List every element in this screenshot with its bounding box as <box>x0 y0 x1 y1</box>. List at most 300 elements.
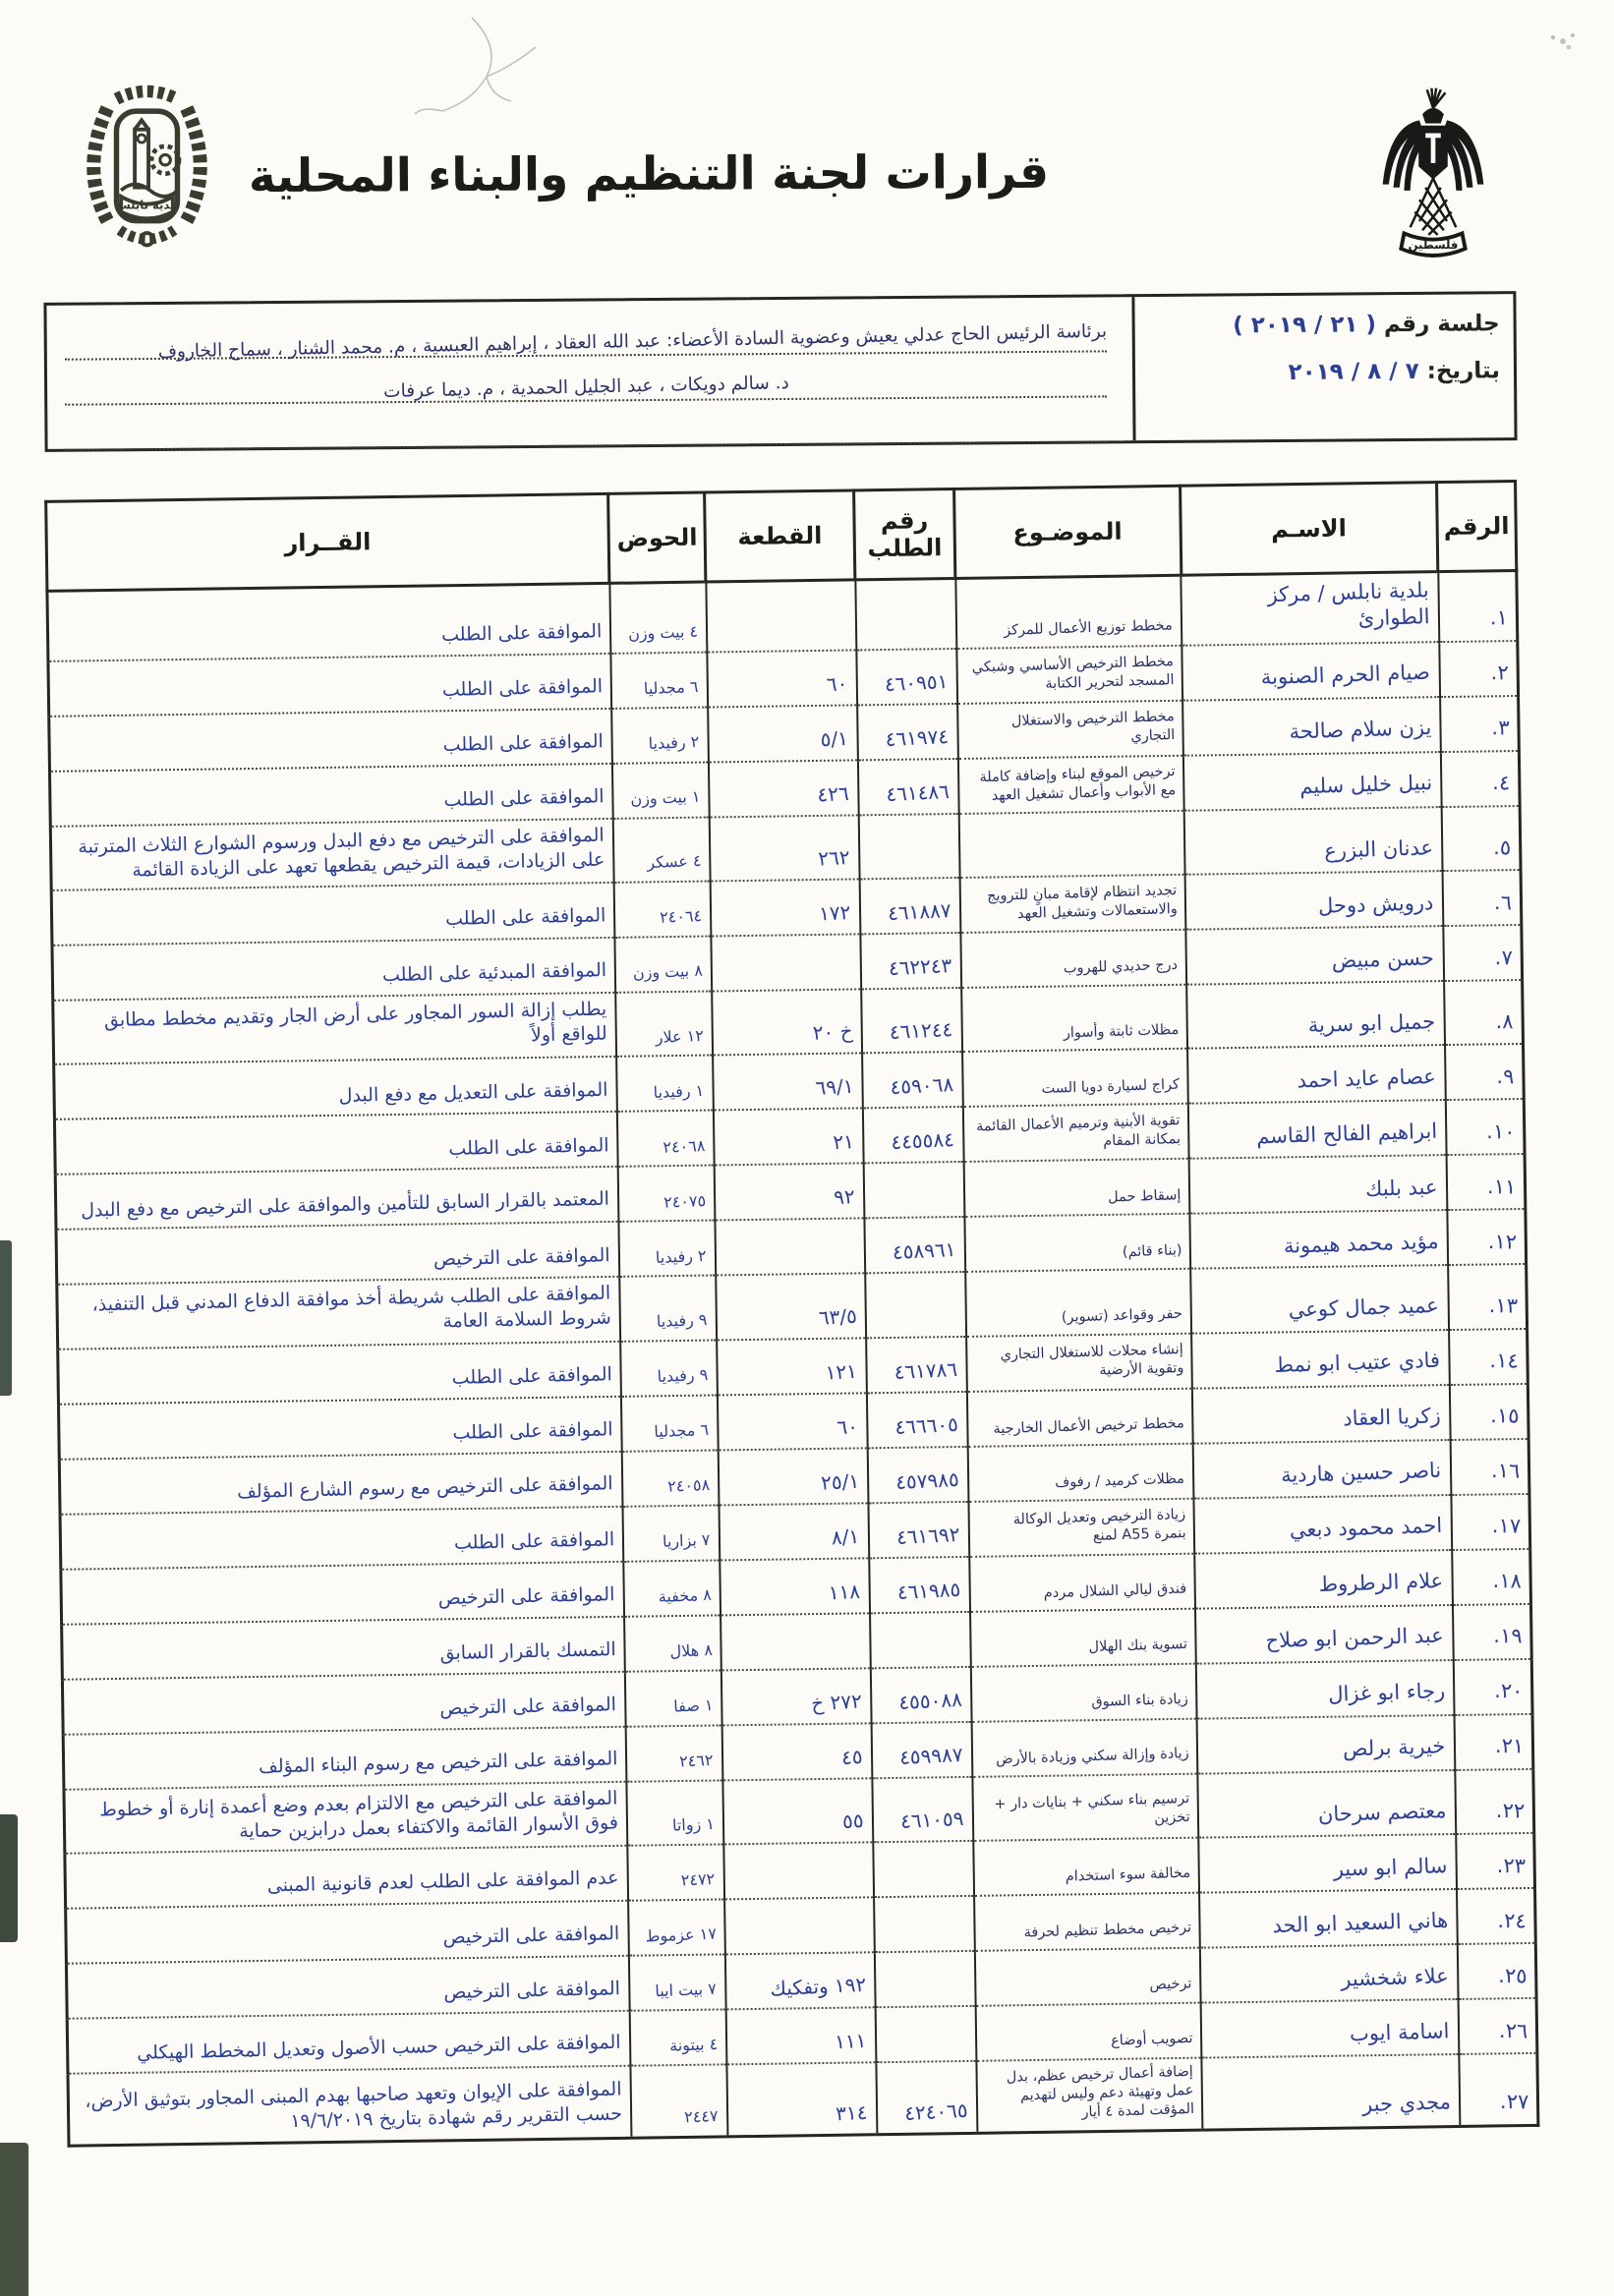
handwritten-request_no: ٤٥٧٩٨٥ <box>894 1466 960 1494</box>
cell-name <box>1194 1550 1452 1609</box>
cell-basin <box>621 1395 719 1451</box>
cell-name <box>1195 1605 1453 1664</box>
handwritten-request_no: ٤٥٥٠٨٨ <box>897 1687 963 1714</box>
handwritten-decision: الموافقة على الترخيص مع رسوم البناء المؤلف <box>258 1748 618 1778</box>
cell-request_no <box>858 759 959 815</box>
handwritten-decision: الموافقة على الترخيص مع الالتزام بعدم وضع أعمدة إنارة أو خطوط فوق الأسوار القائمة والاكتفاء بعمل درابزين حماية <box>99 1787 619 1842</box>
handwritten-no: ١٨. <box>1492 1569 1522 1593</box>
handwritten-request_no: ٤٦٦٦٠٥ <box>893 1411 959 1439</box>
cell-basin <box>610 652 708 708</box>
cell-plot <box>710 815 860 881</box>
handwritten-name: زكريا العقاد <box>1343 1404 1442 1431</box>
handwritten-subject: مظلات ثابتة وأسوار <box>1063 1021 1180 1042</box>
handwritten-decision: الموافقة على الترخيص مع رسوم الشارع المؤلف <box>237 1472 614 1503</box>
handwritten-subject: ترخيص مخطط تنظيم لحرفة <box>1022 1920 1191 1941</box>
attendance-line-1 <box>65 307 1107 363</box>
handwritten-plot: ٢٥/١ <box>820 1468 860 1495</box>
cell-decision <box>66 1901 629 1964</box>
cell-name <box>1193 1440 1451 1499</box>
handwritten-decision: الموافقة على الطلب <box>442 785 605 811</box>
cell-plot <box>706 580 856 652</box>
cell-decision <box>68 2066 631 2146</box>
handwritten-subject: ترخيص <box>1149 1976 1192 1993</box>
palestine-eagle-emblem-icon <box>1364 86 1502 273</box>
handwritten-request_no: ٤٦١٩٧٤ <box>885 723 950 751</box>
cell-name <box>1182 642 1439 701</box>
handwritten-name: فادي عتيب ابو نمط <box>1274 1349 1441 1378</box>
handwritten-subject: فندق ليالي الشلال مردم <box>1043 1580 1187 1601</box>
cell-name <box>1183 752 1441 811</box>
cell-decision <box>59 1452 622 1515</box>
handwritten-basin: ٩ رفيديا <box>657 1364 709 1386</box>
handwritten-decision: الموافقة المبدئية على الطلب <box>381 959 606 987</box>
cell-request_no <box>873 1841 974 1897</box>
cell-request_no <box>868 1502 969 1558</box>
handwritten-subject: إضافة أعمال ترخيص عظم، بدل عمل وتهيئة دعم وليس لتهديم المؤقت لمدة ٤ أيار <box>1006 2064 1194 2121</box>
cell-no <box>1440 751 1520 807</box>
handwritten-plot: ٤٥ <box>840 1744 864 1769</box>
handwritten-name: يزن سلام صالحة <box>1288 716 1432 744</box>
handwritten-name: جميل ابو سرية <box>1307 1009 1436 1038</box>
cell-name <box>1199 1889 1457 1948</box>
handwritten-no: ١٤. <box>1489 1349 1519 1373</box>
handwritten-request_no: ٤٤٥٥٨٤ <box>890 1127 955 1155</box>
handwritten-plot: ٦٠ <box>836 1413 859 1439</box>
handwritten-name: عصام عايد احمد <box>1297 1064 1437 1093</box>
handwritten-decision: الموافقة على الطلب <box>440 620 603 646</box>
cell-request_no <box>862 1107 963 1163</box>
column-header: القــرار <box>46 493 610 591</box>
cell-basin <box>615 991 713 1057</box>
cell-basin <box>613 817 711 883</box>
cell-decision <box>48 653 611 716</box>
handwritten-basin: ٢٤٠٦٨ <box>662 1135 706 1157</box>
cell-plot <box>710 879 860 936</box>
handwritten-basin: ٢٤٤٧ <box>684 2105 720 2127</box>
handwritten-basin: ٢٤٠٧٥ <box>663 1190 707 1212</box>
attendance-cell <box>46 297 1132 449</box>
column-header: الموضـوع <box>954 486 1182 578</box>
cell-no <box>1444 980 1524 1045</box>
handwritten-name: ابراهيم الفالح القاسم <box>1255 1119 1438 1149</box>
handwritten-decision: الموافقة على الطلب <box>451 1418 613 1444</box>
cell-subject <box>976 2058 1203 2133</box>
cell-basin <box>618 1221 716 1277</box>
handwritten-request_no: ٤٦١٠٥٩ <box>899 1806 965 1834</box>
handwritten-no: ٢٤. <box>1496 1908 1527 1933</box>
handwritten-name: حسن مبيض <box>1331 945 1435 973</box>
cell-decision <box>53 993 616 1064</box>
decisions-table <box>44 480 1539 2147</box>
handwritten-subject: تسوية بنك الهلال <box>1087 1636 1187 1655</box>
handwritten-no: ١٧. <box>1491 1514 1522 1538</box>
handwritten-subject: مخطط توزيع الأعمال للمركز <box>1004 617 1174 639</box>
cell-name <box>1185 926 1443 985</box>
handwritten-subject: تصويب أوضاع <box>1110 2031 1193 2049</box>
column-header: رقم الطلب <box>854 488 955 579</box>
session-date-value: ٧ / ٨ / ٢٠١٩ <box>1288 358 1419 385</box>
cell-no <box>1458 1998 1537 2054</box>
cell-subject <box>959 875 1185 933</box>
handwritten-plot: ٢٦٢ <box>818 844 851 871</box>
handwritten-request_no: ٤٥٨٩٦١ <box>892 1237 956 1265</box>
cell-plot <box>712 989 862 1055</box>
cell-no <box>1459 2053 1538 2126</box>
cell-plot <box>717 1338 867 1395</box>
cell-basin <box>611 707 709 763</box>
cell-request_no <box>871 1722 972 1778</box>
cell-no <box>1438 571 1518 642</box>
cell-name <box>1184 807 1442 875</box>
handwritten-plot: ٩٢ <box>833 1184 856 1210</box>
cell-name <box>1186 981 1444 1049</box>
cell-decision <box>62 1617 625 1680</box>
cell-request_no <box>861 988 962 1054</box>
handwritten-basin: ٦ مجدليا <box>654 1419 710 1441</box>
cell-subject <box>962 1049 1188 1107</box>
handwritten-no: ١٥. <box>1489 1404 1520 1428</box>
handwritten-subject: إسقاط حمل <box>1107 1186 1182 1206</box>
cell-no <box>1446 1154 1526 1210</box>
handwritten-decision: الموافقة على الترخيص <box>432 1243 610 1270</box>
cell-request_no <box>855 578 956 650</box>
handwritten-no: ٢٠. <box>1493 1679 1524 1703</box>
cell-subject <box>971 1718 1197 1776</box>
attendance-text-1: برئاسة الرئيس الحاج عدلي يعيش وعضوية السادة الأعضاء: عبد الله العقاد ، إبراهيم العبسية ، م. محمد الشنار ، سماح الخاروف <box>157 320 1107 363</box>
cell-no <box>1452 1549 1531 1605</box>
cell-decision <box>58 1342 621 1405</box>
handwritten-no: ١١. <box>1486 1175 1517 1199</box>
handwritten-decision: الموافقة على الترخيص حسب الأصول وتعديل المخطط الهيكلي <box>137 2032 622 2065</box>
cell-decision <box>52 938 615 1001</box>
municipality-emblem-graphic <box>71 81 223 258</box>
cell-name <box>1192 1385 1450 1444</box>
cell-request_no <box>865 1272 966 1338</box>
cell-basin <box>625 1670 722 1726</box>
handwritten-name: عدنان البزرع <box>1323 834 1434 863</box>
cell-no <box>1448 1264 1528 1329</box>
handwritten-name: معتصم سرحان <box>1317 1798 1447 1826</box>
handwritten-plot: ٣١٤ <box>835 2099 869 2126</box>
cell-basin <box>613 881 711 937</box>
handwritten-subject: زيادة الترخيص وتعديل الوكالة بنمرة A55 لمنع <box>1012 1507 1186 1544</box>
cell-name <box>1185 871 1443 930</box>
cell-request_no <box>876 2061 977 2134</box>
cell-request_no <box>874 1896 975 1952</box>
cell-basin <box>620 1340 718 1396</box>
scan-artifact-corner-speck <box>1543 28 1583 57</box>
handwritten-plot: ٤٢٦ <box>817 780 850 807</box>
table-body <box>47 571 1538 2146</box>
handwritten-basin: ٨ مخفية <box>658 1584 712 1606</box>
column-header: الحوض <box>608 492 706 583</box>
cell-plot <box>719 1448 869 1505</box>
cell-request_no <box>862 1052 963 1108</box>
cell-subject <box>972 1773 1198 1841</box>
handwritten-name: سالم ابو سير <box>1333 1853 1448 1881</box>
attendance-line-3 <box>65 397 1107 450</box>
handwritten-name: ناصر حسين هاردية <box>1281 1459 1442 1488</box>
session-number-line <box>1143 310 1500 342</box>
handwritten-request_no: ٤٥٩٠٦٨ <box>890 1072 954 1100</box>
cell-name <box>1198 1834 1456 1893</box>
session-date-line <box>1143 357 1500 389</box>
cell-name <box>1194 1495 1452 1554</box>
handwritten-subject: إنشاء محلات للاستغلال التجاري وتقوية الأرضية <box>999 1342 1184 1379</box>
handwritten-request_no: ٤٦١٤٨٦ <box>885 778 951 806</box>
attendance-text-2: د. سالم دويكات ، عبد الجليل الحمدية ، م. ديما عرفات <box>382 373 789 403</box>
handwritten-plot: ١٢١ <box>825 1358 858 1385</box>
handwritten-basin: ٧ بيت ايبا <box>655 1980 718 2001</box>
cell-subject <box>957 755 1183 813</box>
handwritten-name: هاني السعيد ابو الحد <box>1271 1908 1449 1937</box>
handwritten-decision: يطلب إزالة السور المجاور على أرض الجار وتقديم مخطط مطابق للواقع أولاً <box>103 998 607 1046</box>
handwritten-request_no: ٤٥٩٩٨٧ <box>898 1742 964 1769</box>
handwritten-subject: زيادة وإزالة سكني وزيادة بالأرض <box>995 1745 1189 1768</box>
cell-request_no <box>864 1217 965 1273</box>
handwritten-basin: ٨ هلال <box>668 1639 713 1661</box>
cell-request_no <box>872 1777 973 1843</box>
cell-name <box>1190 1210 1448 1269</box>
handwritten-request_no: ٤٦١٦٩٢ <box>895 1521 961 1549</box>
cell-request_no <box>858 814 959 880</box>
cell-no <box>1452 1604 1531 1660</box>
cell-name <box>1197 1770 1455 1838</box>
cell-name <box>1201 1999 1459 2058</box>
cell-basin <box>624 1615 721 1671</box>
handwritten-subject: كراج لسيارة دويا الست <box>1041 1076 1180 1097</box>
handwritten-basin: ٢ رفيديا <box>648 731 700 753</box>
handwritten-plot: ٦٣/٥ <box>817 1303 857 1330</box>
cell-no <box>1445 1099 1525 1155</box>
handwritten-basin: ١ زواتا <box>671 1814 716 1835</box>
handwritten-request_no: ٤٦٢٢٤٣ <box>888 952 952 981</box>
handwritten-request_no: ٤٦٠٩٥١ <box>884 668 949 696</box>
handwritten-plot: ٨/١ <box>831 1523 861 1550</box>
cell-name <box>1196 1660 1454 1719</box>
handwritten-no: ٢٢. <box>1495 1798 1526 1823</box>
cell-basin <box>629 2009 726 2065</box>
handwritten-no: ٢١. <box>1494 1734 1525 1758</box>
handwritten-decision: الموافقة على الإيوان وتعهد صاحبها بهدم المبنى المجاور بتوثيق الأرض، حسب التقرير رقم شهادة بتاريخ ١٩/٦/٢٠١٩ <box>85 2078 623 2133</box>
cell-plot <box>707 650 857 707</box>
handwritten-subject: حفر وقواعد (تسوير) <box>1061 1305 1183 1326</box>
cell-subject <box>970 1608 1196 1666</box>
cell-subject <box>963 1159 1189 1217</box>
handwritten-name: بلدية نابلس / مركز الطوارئ <box>1267 578 1431 631</box>
handwritten-plot: ١٧٢ <box>818 899 852 926</box>
cell-decision <box>47 583 610 660</box>
cell-basin <box>618 1166 716 1222</box>
handwritten-name: عبد الرحمن ابو صلاح <box>1265 1623 1445 1653</box>
handwritten-basin: ١ رفيديا <box>653 1080 705 1102</box>
handwritten-basin: ٧ بزاريا <box>662 1529 712 1551</box>
cell-request_no <box>870 1667 971 1723</box>
cell-no <box>1447 1209 1527 1265</box>
cell-plot <box>713 1054 863 1111</box>
cell-plot <box>711 934 861 991</box>
handwritten-basin: ١٢ علار <box>655 1025 704 1047</box>
cell-basin <box>612 762 710 818</box>
cell-decision <box>65 1846 628 1909</box>
handwritten-no: ١٠. <box>1485 1119 1516 1144</box>
cell-plot <box>723 1842 874 1899</box>
cell-basin <box>623 1560 721 1616</box>
cell-basin <box>619 1276 717 1342</box>
handwritten-name: درويش دوحل <box>1317 890 1434 918</box>
handwritten-plot: ٥٥ <box>841 1808 865 1834</box>
cell-subject <box>968 1498 1194 1556</box>
handwritten-subject: مخالفة سوء استخدام <box>1065 1865 1191 1885</box>
cell-decision <box>54 1112 617 1175</box>
cell-no <box>1457 1943 1536 1999</box>
handwritten-subject: درج حديدي للهروب <box>1063 956 1179 977</box>
handwritten-decision: عدم الموافقة على الطلب لعدم قانونية المبنى <box>266 1866 619 1897</box>
cell-no <box>1453 1659 1532 1715</box>
cell-no <box>1455 1769 1534 1834</box>
cell-basin <box>625 1725 722 1781</box>
handwritten-decision: الموافقة على الطلب <box>447 1133 609 1160</box>
handwritten-request_no: ٤٦١٧٨٦ <box>893 1356 958 1384</box>
handwritten-decision: الموافقة على الطلب <box>451 1363 612 1389</box>
handwritten-no: ٤. <box>1492 771 1511 795</box>
column-header: القطعة <box>705 490 855 582</box>
handwritten-no: ٨. <box>1495 1009 1514 1034</box>
palestine-emblem-caption: فلسطين <box>1408 237 1459 252</box>
cell-no <box>1454 1714 1533 1770</box>
handwritten-plot: ٥/١ <box>820 725 849 751</box>
handwritten-basin: ١ صفا <box>672 1694 714 1716</box>
cell-plot <box>721 1668 872 1725</box>
handwritten-no: ٦. <box>1493 890 1513 915</box>
cell-subject <box>969 1553 1195 1611</box>
handwritten-basin: ٦ مجدليا <box>643 676 699 698</box>
cell-request_no <box>867 1447 968 1503</box>
handwritten-decision: الموافقة على الترخيص <box>442 1923 620 1949</box>
handwritten-subject: مظلات كرميد / رفوف <box>1055 1470 1185 1491</box>
cell-subject <box>961 985 1187 1053</box>
cell-no <box>1441 806 1521 871</box>
handwritten-plot: ٢٧٢ خ <box>810 1689 863 1715</box>
handwritten-basin: ١٧ عزموط <box>644 1923 717 1946</box>
handwritten-subject: مخطط الترخيص والاستغلال التجاري <box>1010 708 1176 745</box>
cell-plot <box>718 1393 868 1450</box>
handwritten-decision: الموافقة على الطلب <box>442 730 604 756</box>
scan-artifact-left-strip-2 <box>0 1814 18 1942</box>
handwritten-no: ٢. <box>1490 660 1510 685</box>
handwritten-name: احمد محمود دبعي <box>1289 1514 1443 1543</box>
handwritten-basin: ٢ رفيديا <box>655 1245 708 1267</box>
handwritten-no: ٥. <box>1493 834 1512 860</box>
cell-decision <box>50 818 613 890</box>
handwritten-subject: تجديد انتظام لإقامة مبانٍ للترويج والاستعمالات وتشغيل العهد <box>986 883 1178 923</box>
cell-no <box>1445 1044 1525 1100</box>
handwritten-plot: ٢١ <box>832 1129 855 1155</box>
handwritten-basin: ٤ عسكر <box>646 851 702 873</box>
handwritten-no: ٣. <box>1491 716 1510 740</box>
cell-no <box>1451 1494 1530 1550</box>
cell-plot <box>708 705 858 762</box>
handwritten-no: ٧. <box>1494 945 1514 970</box>
cell-subject <box>964 1214 1190 1272</box>
session-meta-cell <box>1131 294 1514 440</box>
cell-no <box>1450 1439 1529 1495</box>
handwritten-decision: الموافقة على الترخيص مع دفع البدل ورسوم الشوارع الثلاث المترتبة على الزيادات، قيمة الترخيص يقطعها تعهد على الزيادة القائمة <box>78 824 605 881</box>
cell-basin <box>614 936 712 992</box>
cell-decision <box>62 1672 625 1735</box>
handwritten-subject: تقوية الأبنية وترميم الأعمال القائمة بمكانة المقام <box>975 1112 1181 1149</box>
cell-request_no <box>863 1162 964 1218</box>
cell-no <box>1440 696 1520 752</box>
session-number-value: ( ٢١ / ٢٠١٩ ) <box>1233 312 1377 339</box>
cell-plot <box>726 2062 877 2136</box>
cell-request_no <box>859 878 960 934</box>
cell-subject <box>970 1663 1196 1721</box>
cell-request_no <box>867 1392 968 1448</box>
scan-artifact-left-strip-1 <box>0 1240 12 1396</box>
cell-request_no <box>866 1337 967 1393</box>
handwritten-name: علاء شخشير <box>1340 1963 1450 1991</box>
handwritten-subject: (بناء قائم) <box>1122 1241 1182 1260</box>
cell-name <box>1188 1100 1446 1159</box>
handwritten-no: ٢٥. <box>1497 1963 1528 1988</box>
cell-decision <box>57 1277 620 1349</box>
handwritten-name: صيام الحرم الصنوبة <box>1260 660 1431 690</box>
cell-no <box>1443 925 1523 981</box>
handwritten-plot: ٦٩/١ <box>814 1074 854 1101</box>
cell-subject <box>965 1269 1191 1337</box>
handwritten-subject: مخطط الترخيص الأساسي وشبكي المسجد لتحرير الكتابة <box>971 653 1175 692</box>
handwritten-no: ١٣. <box>1488 1293 1519 1319</box>
handwritten-request_no: ٤٢٤٠٦٥ <box>903 2097 969 2125</box>
cell-subject <box>962 1104 1188 1162</box>
cell-subject <box>967 1443 1193 1501</box>
handwritten-plot: ١١٨ <box>828 1578 861 1605</box>
cell-subject <box>966 1333 1192 1391</box>
session-info-box <box>43 291 1517 452</box>
cell-request_no <box>870 1612 971 1668</box>
handwritten-name: خيرية برلص <box>1342 1734 1446 1761</box>
handwritten-basin: ٢٤٠٥٨ <box>666 1474 711 1496</box>
cell-plot <box>724 1897 875 1954</box>
cell-decision <box>49 763 612 826</box>
cell-basin <box>622 1450 720 1506</box>
handwritten-name: مجدي جبر <box>1361 2090 1451 2117</box>
handwritten-subject: ترخيص الموقع لبناء وإضافة كاملة مع الأبواب وأعمال تشغيل العهد <box>978 763 1176 804</box>
cell-plot <box>716 1274 866 1340</box>
page-title: قرارات لجنة التنظيم والبناء المحلية <box>248 144 1050 204</box>
handwritten-decision: التمسك بالقرار السابق <box>438 1638 616 1665</box>
cell-decision <box>67 2011 630 2074</box>
handwritten-name: نبيل خليل سليم <box>1298 771 1433 799</box>
scan-artifact-smudge <box>354 8 590 136</box>
session-date-label: بتاريخ: <box>1426 358 1501 384</box>
handwritten-name: علام الرطروط <box>1318 1569 1444 1597</box>
cell-plot <box>709 760 859 817</box>
handwritten-decision: الموافقة على الطلب شريطة أخذ موافقة الدفاع المدني قبل التنفيذ، شروط السلامة العامة <box>91 1282 611 1333</box>
cell-subject <box>974 1893 1200 1951</box>
cell-subject <box>974 1948 1200 2006</box>
cell-plot <box>719 1503 869 1560</box>
handwritten-no: ٩. <box>1496 1064 1515 1089</box>
cell-plot <box>725 1952 876 2009</box>
cell-basin <box>622 1505 720 1561</box>
handwritten-name: عميد جمال كوعي <box>1288 1293 1440 1323</box>
handwritten-plot: خ ٢٠ <box>812 1019 853 1046</box>
session-number-label: جلسة رقم <box>1383 311 1500 338</box>
cell-subject <box>966 1388 1192 1446</box>
cell-name <box>1197 1715 1455 1774</box>
